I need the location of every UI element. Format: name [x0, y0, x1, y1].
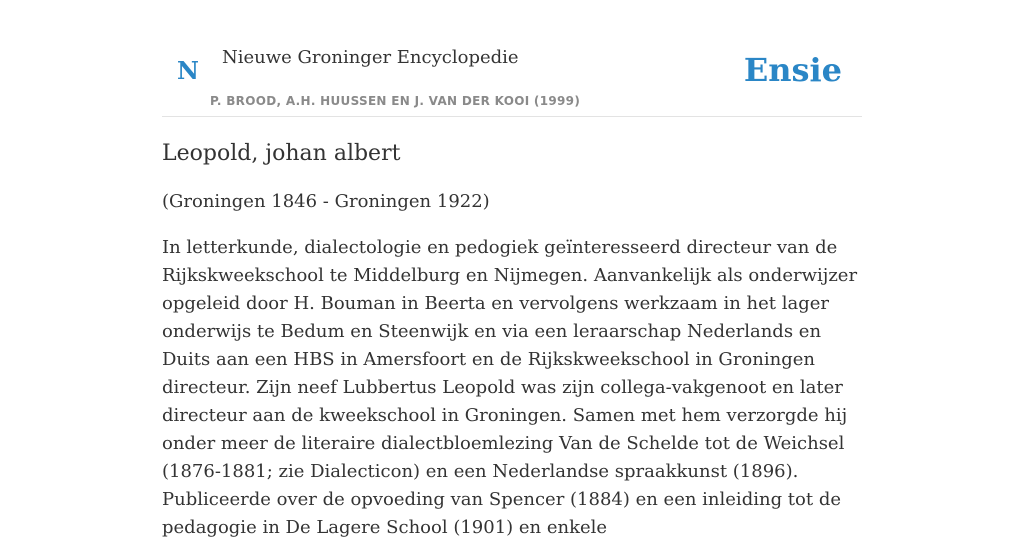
article-body: In letterkunde, dialectologie en pedogiek geïnteresseerd directeur van de Rijkskweekschool te Middelburg en Nijmegen. Aanvankelijk als onderwijzer opgeleid door H. Bouman in Beerta en vervolgens werkzaam in het lager onderwijs te Bedum en Steenwijk en via een leraarschap Nederlands en Duits aan een HBS in Amersfoort en de Rijkskweekschool in Groningen directeur. Zijn neef Lubbertus Leopold was zijn collega-vakgenoot en later directeur aan de kweekschool in Groningen. Samen met hem verzorgde hij onder meer de literaire dialectbloemlezing Van de Schelde tot de Weichsel (1876-1881; zie Dialecticon) en een Nederlandse spraakkunst (1896). Publiceerde over de opvoeding van Spencer (1884) en een inleiding tot de pedagogie in De Lagere School (1901) en enkele — [162, 237, 858, 538]
article-lifespan: (Groningen 1846 - Groningen 1922) — [162, 191, 490, 212]
article-title: Leopold, johan albert — [162, 141, 401, 166]
page-header — [162, 0, 862, 117]
book-logo-icon[interactable]: N — [177, 56, 199, 85]
ensie-logo-link[interactable]: Ensie — [743, 51, 842, 89]
article — [162, 138, 864, 542]
book-title-link[interactable]: Nieuwe Groninger Encyclopedie — [222, 47, 519, 68]
book-authors: P. BROOD, A.H. HUUSSEN EN J. VAN DER KOOI (1999) — [210, 94, 581, 108]
